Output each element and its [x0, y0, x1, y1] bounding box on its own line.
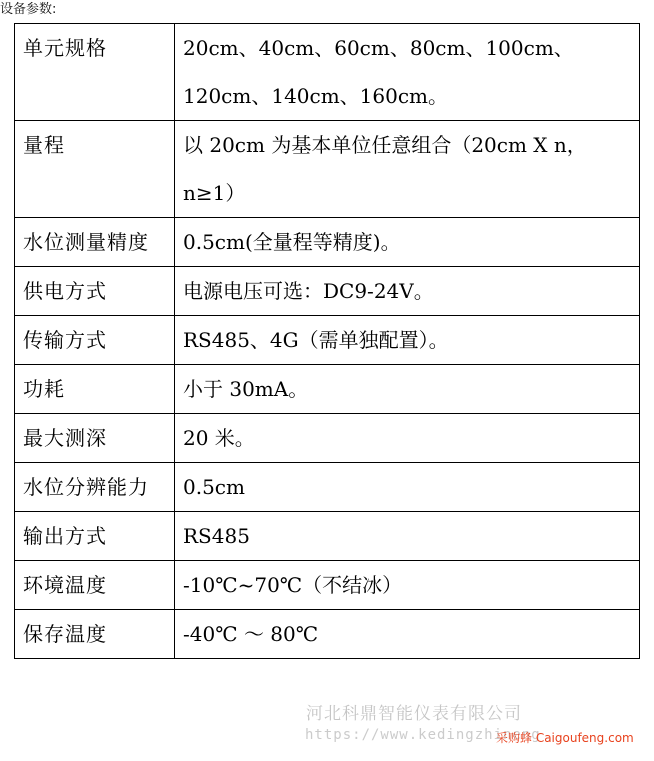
brand-watermark: 采购蜂 Caigoufeng.com: [496, 731, 634, 745]
param-value: -40℃ ～ 80℃: [175, 610, 640, 659]
param-value: 0.5cm: [175, 463, 640, 512]
table-row: [15, 267, 640, 316]
param-value: RS485、4G（需单独配置）。: [175, 316, 640, 365]
param-label: 水位分辨能力: [15, 463, 175, 512]
param-value: 小于 30mA。: [175, 365, 640, 414]
param-label: 环境温度: [15, 561, 175, 610]
param-value: 0.5cm(全量程等精度)。: [175, 218, 640, 267]
company-watermark: 河北科鼎智能仪表有限公司: [306, 704, 522, 724]
param-value: 20 米。: [175, 414, 640, 463]
param-value: 以 20cm 为基本单位任意组合（20cm X n，n≥1）: [175, 121, 640, 218]
param-label: 供电方式: [15, 267, 175, 316]
param-label: 传输方式: [15, 316, 175, 365]
param-label: 单元规格: [15, 24, 175, 121]
url-watermark: https://www.kedingzhineng: [305, 727, 541, 743]
param-value: 20cm、40cm、60cm、80cm、100cm、120cm、140cm、160cm。: [175, 24, 640, 121]
table-row: [15, 121, 640, 218]
param-label: 水位测量精度: [15, 218, 175, 267]
table-row: [15, 512, 640, 561]
table-row: [15, 365, 640, 414]
param-label: 最大测深: [15, 414, 175, 463]
table-row: [15, 414, 640, 463]
table-row: [15, 610, 640, 659]
param-label: 量程: [15, 121, 175, 218]
param-label: 功耗: [15, 365, 175, 414]
param-value: -10℃~70℃（不结冰）: [175, 561, 640, 610]
table-row: [15, 463, 640, 512]
param-value: RS485: [175, 512, 640, 561]
param-value: 电源电压可选：DC9-24V。: [175, 267, 640, 316]
section-caption: 设备参数:: [0, 2, 57, 17]
table-row: [15, 24, 640, 121]
table-row: [15, 316, 640, 365]
param-label: 输出方式: [15, 512, 175, 561]
table-row: [15, 561, 640, 610]
param-label: 保存温度: [15, 610, 175, 659]
table-row: [15, 218, 640, 267]
parameters-table: [14, 23, 640, 659]
